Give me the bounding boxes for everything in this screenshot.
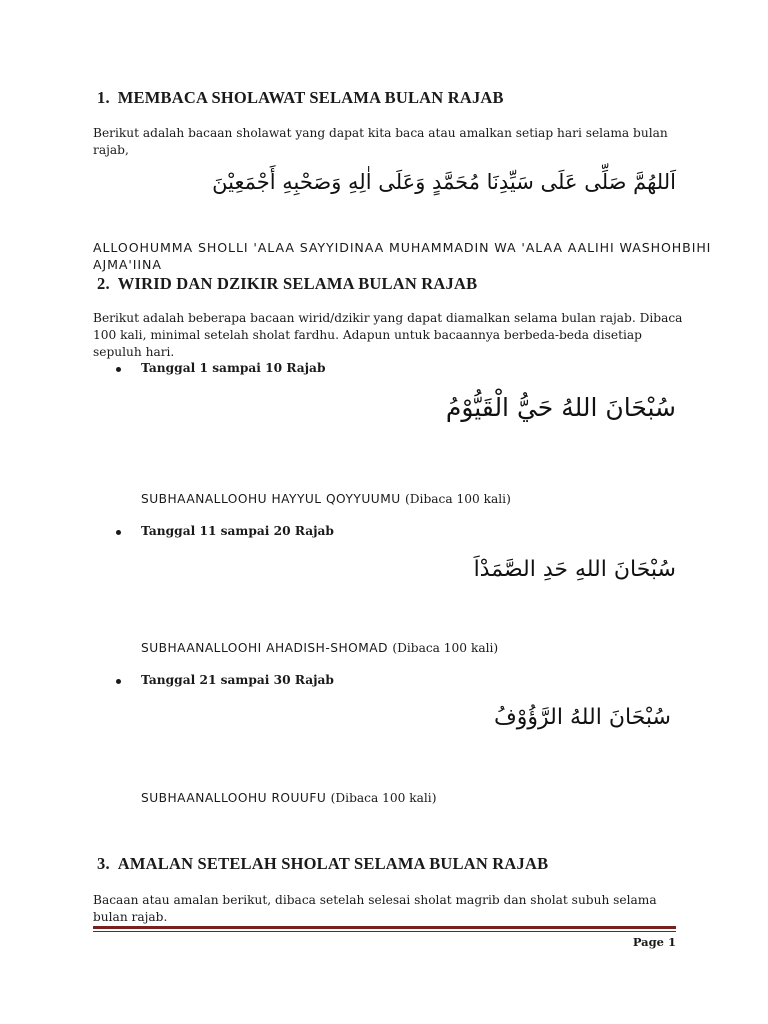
list-item-label: Tanggal 21 sampai 30 Rajab [141,673,334,687]
bullet-icon [116,530,121,535]
dzikir-1-latin: SUBHAANALLOOHU HAYYUL QOYYUUMU [141,492,401,506]
section-3-title: AMALAN SETELAH SHOLAT SELAMA BULAN RAJAB [117,854,549,873]
dzikir-3-note: (Dibaca 100 kali) [330,791,437,805]
list-item-date-range-2 [141,524,334,538]
bullet-icon [116,367,121,372]
page-number: Page 1 [632,935,676,949]
dzikir-1-note: (Dibaca 100 kali) [405,492,511,506]
bullet-icon [116,679,121,684]
list-item-date-range-3 [141,673,334,687]
section-1-arabic-text: اَللهُمَّ صَلِّى عَلَى سَيِّدِنَا مُحَمَّدٍ وَعَلَى اٰلِهِ وَصَحْبِهِ أَجْمَعِيْنَ [212,170,676,194]
dzikir-2-note: (Dibaca 100 kali) [392,641,499,655]
footer-rule-thick [93,926,676,929]
section-1-title: MEMBACA SHOLAWAT SELAMA BULAN RAJAB [117,88,504,107]
dzikir-2-latin: SUBHAANALLOOHI AHADISH-SHOMAD [141,641,388,655]
section-3-intro: Bacaan atau amalan berikut, dibaca setelah selesai sholat magrib dan sholat subuh selama bulan rajab. [93,893,657,924]
section-3-number: 3. [97,854,110,873]
section-2-number: 2. [97,274,110,293]
section-1-intro: Berikut adalah bacaan sholawat yang dapat kita baca atau amalkan setiap hari selama bulan rajab, [93,126,668,157]
dzikir-1-transliteration [141,492,511,506]
dzikir-3-transliteration [141,791,436,805]
dzikir-2-arabic-text: سُبْحَانَ اللهِ حَدِ الصَّمَدْاَ [473,557,676,582]
section-1-heading [97,88,504,108]
list-item-label: Tanggal 11 sampai 20 Rajab [141,524,334,538]
section-2-heading [97,274,477,294]
section-2-intro: Berikut adalah beberapa bacaan wirid/dzikir yang dapat diamalkan selama bulan rajab. Dibaca 100 kali, minimal setelah sholat fardhu. Adapun untuk bacaannya berbeda-beda disetiap sepuluh hari. [93,311,683,359]
dzikir-3-arabic-text: سُبْحَانَ اللهُ الرَّؤُوْفُ [493,705,671,730]
section-3-heading [97,854,548,874]
footer-rule-thin [93,931,676,932]
section-1-number: 1. [97,88,110,107]
dzikir-1-arabic-text: سُبْحَانَ اللهُ حَيُّ الْقَيُّوْمُ [445,393,676,422]
list-item-label: Tanggal 1 sampai 10 Rajab [141,361,326,375]
dzikir-3-latin: SUBHAANALLOOHU ROUUFU [141,791,327,805]
section-2-title: WIRID DAN DZIKIR SELAMA BULAN RAJAB [117,274,478,293]
dzikir-2-transliteration [141,641,498,655]
section-1-transliteration: ALLOOHUMMA SHOLLI 'ALAA SAYYIDINAA MUHAMMADIN WA 'ALAA AALIHI WASHOHBIHI AJMA'IINA [93,240,712,272]
list-item-date-range-1 [141,361,325,375]
